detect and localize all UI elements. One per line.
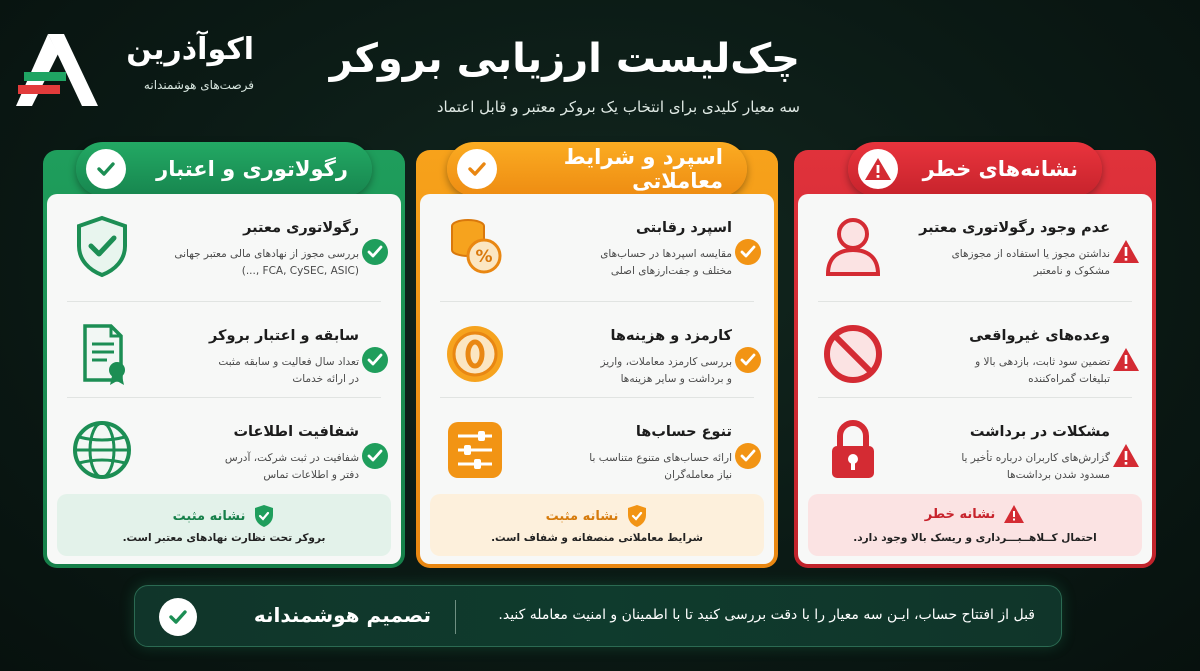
item-title: اسپرد رقابتی [636, 220, 732, 236]
item-title: تنوع حساب‌ها [635, 424, 732, 440]
smart-decision-banner [134, 585, 1062, 647]
list-item [47, 194, 401, 292]
item-description: ارائه حساب‌های متنوع متناسب با نیاز معامله‌گران [589, 452, 732, 481]
banner-text: قبل از افتتاح حساب، ایـن سه معیار را با دقت بررسی کنید تا با اطمینان و امنیت معامله کنید. [498, 607, 1035, 623]
list-item [47, 302, 401, 400]
item-title: مشکلات در برداشت [969, 424, 1110, 440]
check-icon [159, 598, 197, 636]
warning-icon [1003, 504, 1025, 524]
page-subtitle: سه معیار کلیدی برای انتخاب یک بروکر معتبر و قابل اعتماد [436, 98, 800, 116]
shield-check-icon [253, 504, 275, 528]
check-circle-icon [361, 238, 389, 266]
positive-sign-box [430, 494, 764, 556]
footer-text: احتمال کــلاهــبـــرداری و ریسک بالا وجود دارد. [853, 532, 1097, 544]
zero-coin-icon [440, 322, 510, 386]
danger-sign-box [808, 494, 1142, 556]
check-icon [86, 149, 126, 189]
list-item [420, 194, 774, 292]
item-title: عدم وجود رگولاتوری معتبر [919, 220, 1110, 236]
shield-check-icon [67, 214, 137, 278]
check-icon [457, 149, 497, 189]
page-title: چک‌لیست ارزیابی بروکر [329, 36, 800, 82]
footer-label: نشانه مثبت [172, 508, 246, 524]
brand-logo [14, 22, 264, 112]
list-item [420, 302, 774, 400]
list-item [420, 398, 774, 496]
brand-name: اکوآذرین [126, 32, 254, 67]
item-title: شفافیت اطلاعات [233, 424, 359, 440]
brand-logo-icon [14, 30, 100, 108]
check-circle-icon [734, 346, 762, 374]
item-title: سابقه و اعتبار بروکر [209, 328, 359, 344]
item-description: گزارش‌های کاربران درباره تأخیر یا مسدود شدن برداشت‌ها [961, 452, 1110, 481]
item-title: کارمزد و هزینه‌ها [610, 328, 732, 344]
warning-icon [1112, 346, 1140, 374]
footer-label: نشانه خطر [924, 506, 996, 522]
item-description: شفافیت در ثبت شرکت، آدرس دفتر و اطلاعات تماس [224, 452, 359, 481]
item-description: مقایسه اسپردها در حساب‌های مختلف و جفت‌ارزهای اصلی [600, 248, 732, 277]
warning-icon [1112, 442, 1140, 470]
check-circle-icon [734, 442, 762, 470]
check-circle-icon [361, 346, 389, 374]
item-description: بررسی کارمزد معاملات، واریز و برداشت و سایر هزینه‌ها [600, 356, 732, 385]
danger-column [794, 150, 1156, 568]
brand-tagline: فرصت‌های هوشمندانه [143, 78, 254, 92]
item-title: وعده‌های غیرواقعی [969, 328, 1110, 344]
item-description: بررسی مجوز از نهادهای مالی معتبر جهانی (FCA, CySEC, ASIC ,...) [174, 248, 359, 277]
regulation-header [76, 142, 372, 196]
check-circle-icon [361, 442, 389, 470]
prohibited-icon [818, 322, 888, 386]
trading-header [447, 142, 747, 196]
danger-title: نشانه‌های خطر [922, 157, 1078, 181]
item-title: رگولاتوری معتبر [243, 220, 359, 236]
coins-percent-icon [440, 214, 510, 278]
regulation-title: رگولاتوری و اعتبار [156, 157, 348, 181]
svg-text:%: % [475, 247, 493, 267]
footer-label: نشانه مثبت [545, 508, 619, 524]
positive-sign-box [57, 494, 391, 556]
list-item [798, 194, 1152, 292]
user-icon [818, 214, 888, 278]
list-item [798, 302, 1152, 400]
trading-column [416, 145, 778, 568]
danger-header [848, 142, 1102, 196]
trading-title: اسپرد و شرایط معاملاتی [563, 145, 723, 193]
banner-title: تصمیم هوشمندانه [253, 603, 431, 627]
check-circle-icon [734, 238, 762, 266]
warning-icon [858, 149, 898, 189]
divider [455, 600, 456, 634]
list-item [47, 398, 401, 496]
lock-icon [818, 418, 888, 482]
item-description: تعداد سال فعالیت و سابقه مثبت در ارائه خدمات [218, 356, 359, 385]
item-description: نداشتن مجوز یا استفاده از مجوزهای مشکوک و نامعتبر [951, 248, 1110, 277]
certificate-icon [67, 322, 137, 386]
regulation-column [43, 150, 405, 568]
footer-text: شرایط معاملاتی منصفانه و شفاف است. [491, 532, 703, 544]
item-description: تضمین سود ثابت، بازدهی بالا و تبلیغات گمراه‌کننده [975, 356, 1110, 385]
warning-icon [1112, 238, 1140, 266]
globe-icon [67, 418, 137, 482]
sliders-icon [440, 418, 510, 482]
list-item [798, 398, 1152, 496]
shield-check-icon [626, 504, 648, 528]
footer-text: بروکر تحت نظارت نهادهای معتبر است. [122, 532, 326, 544]
